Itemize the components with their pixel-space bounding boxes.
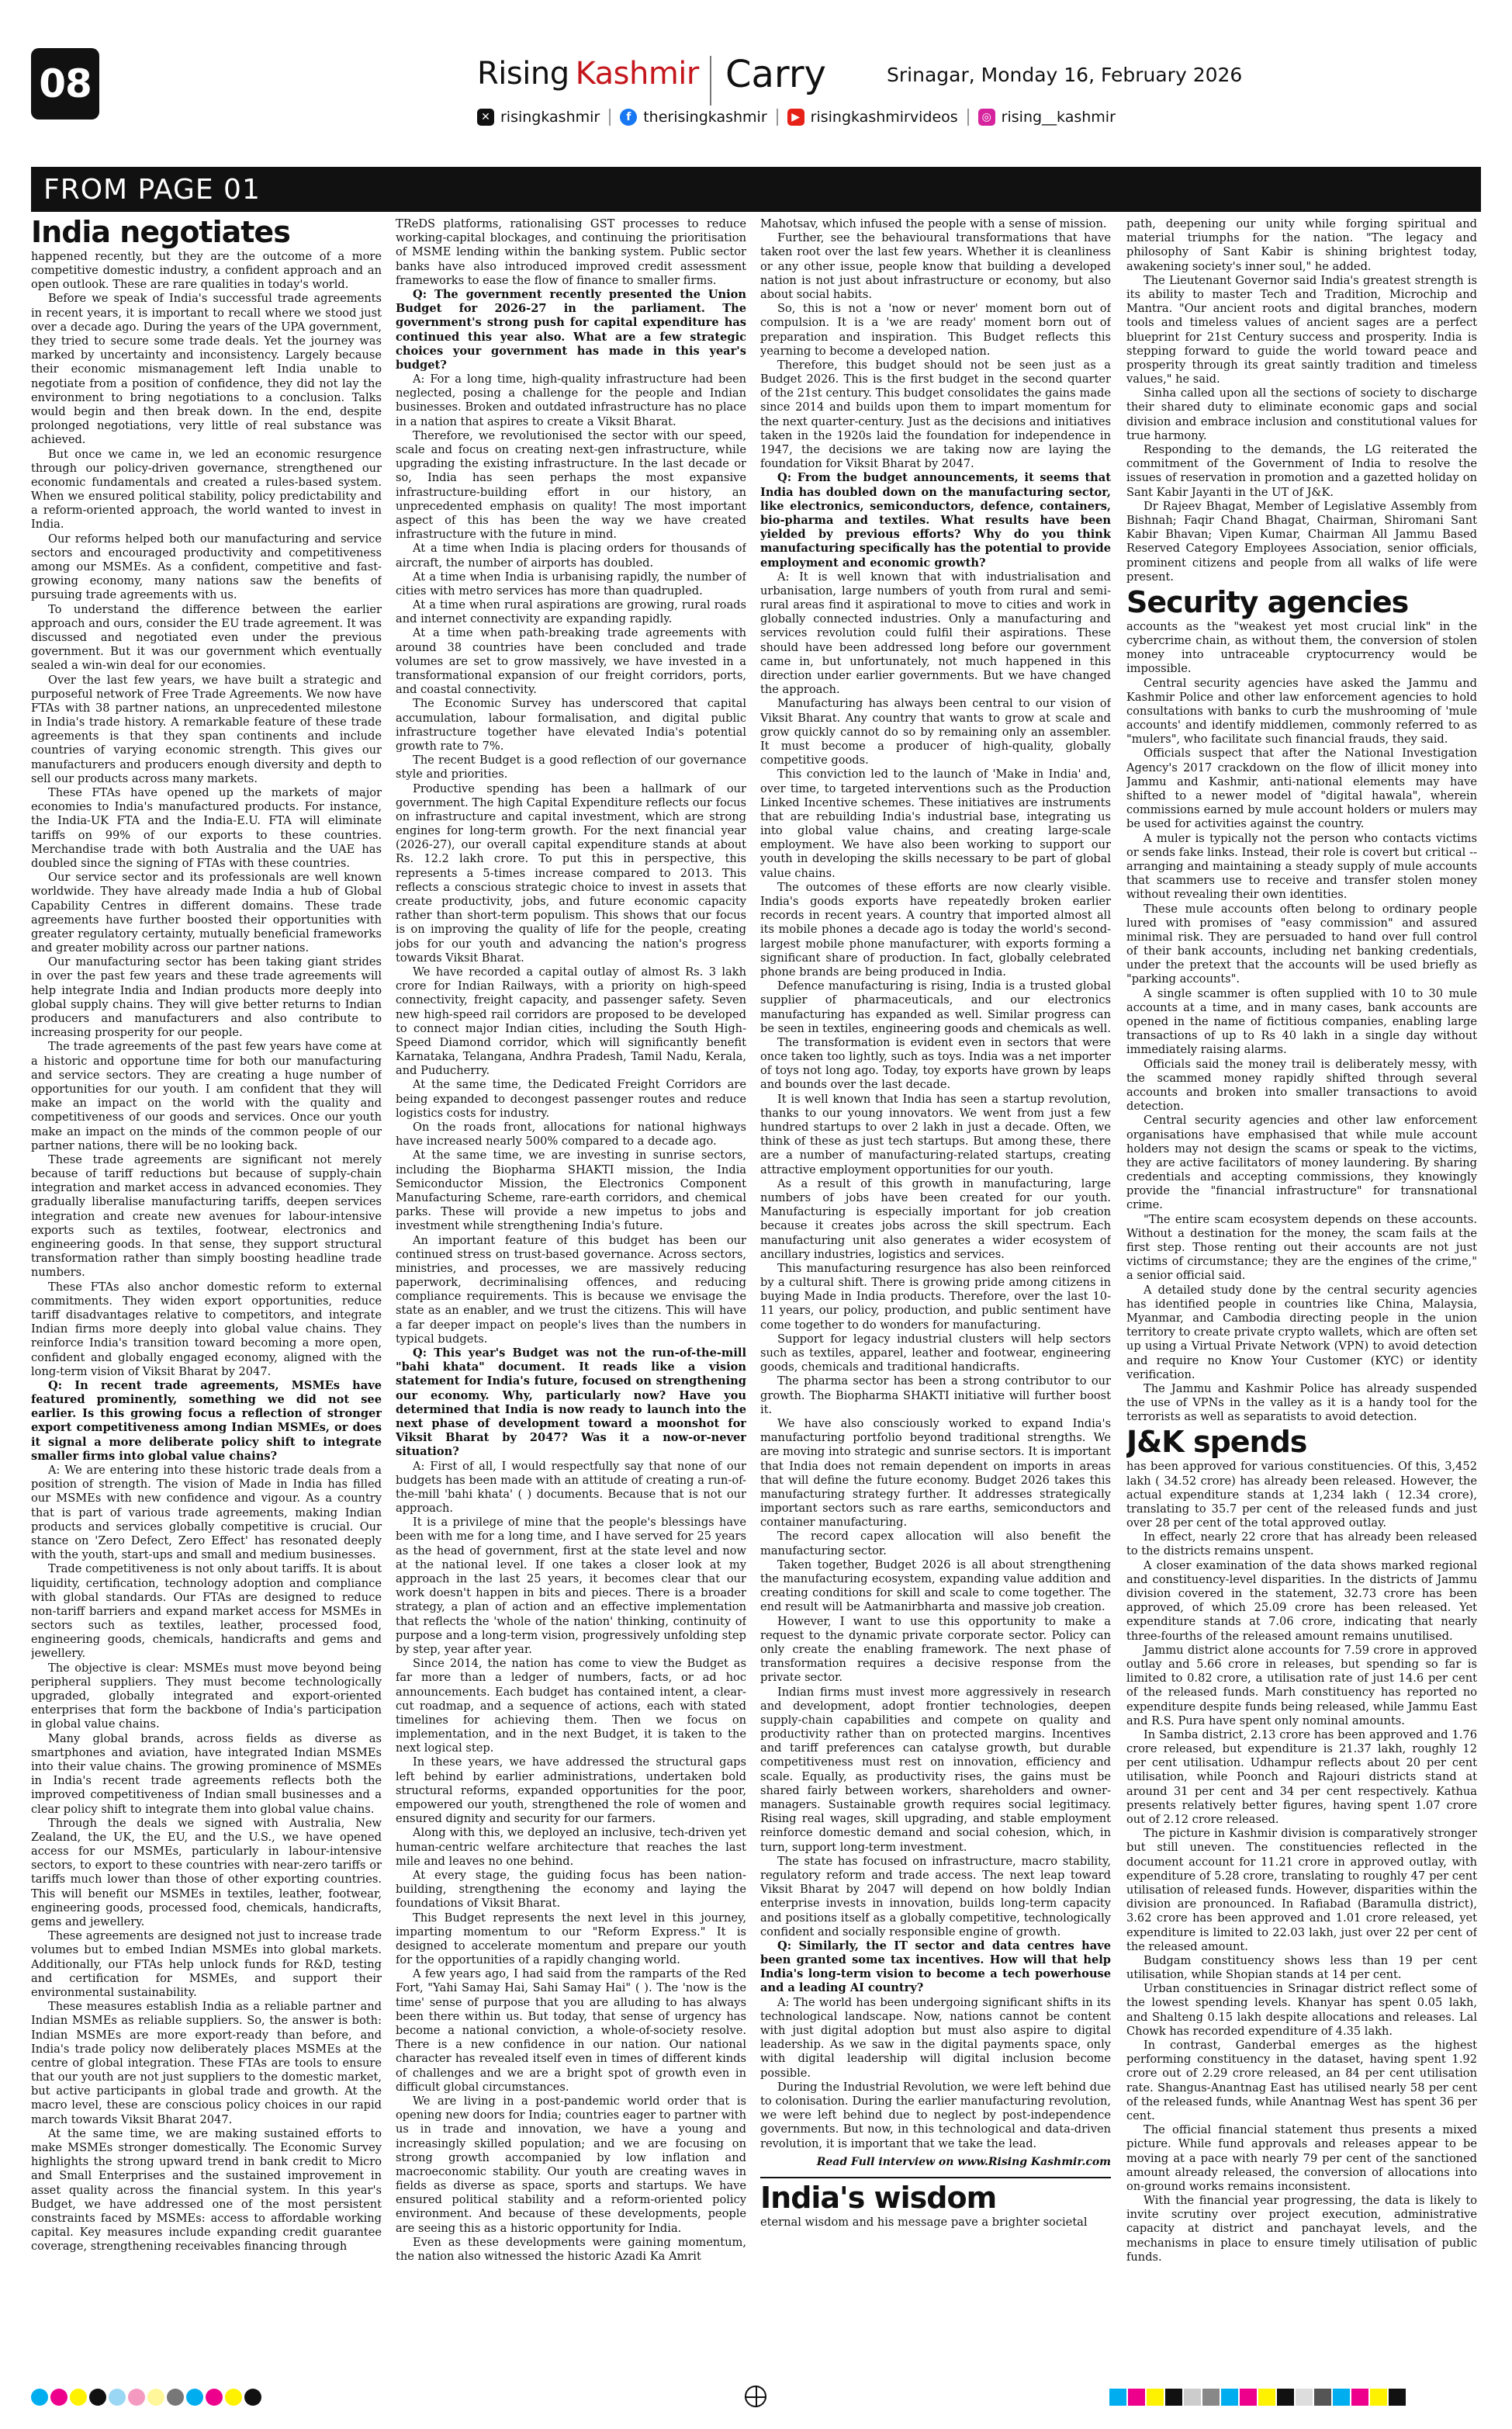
article-paragraph: Mahotsav, which infused the people with a sense of mission. [760, 217, 1107, 230]
color-swatch [1370, 2389, 1387, 2406]
article-paragraph: This Budget represents the next level in this journey, imparting momentum to our "Reform Express." It is designed to accelerate momentum and prepare our youth for the opportunities of a rapidly changing world. [396, 1911, 746, 1967]
article-paragraph: But once we came in, we led an economic resurgence through our policy-driven governance, strengthened our economic fundamentals and created a rules-based system. When we ensured political stability, policy predictability and a reform-oriented approach, the world wanted to invest in India. [31, 447, 382, 532]
article-paragraph: At every stage, the guiding focus has been nation-building, strengthening the economy and laying the foundations of Viksit Bharat. [396, 1868, 746, 1911]
social-divider [777, 109, 778, 126]
article-paragraph: Support for legacy industrial clusters will help sectors such as textiles, apparel, leather and footwear, engineering goods, chemicals and traditional handicrafts. [760, 1332, 1111, 1374]
interview-question: Q: The government recently presented the Union Budget for 2026-27 in the parliament. The government's strong push for capital expenditure has continued this year also. What are a few strategic choices your government has made in this year's budget? [396, 287, 746, 372]
article-paragraph: Since 2014, the nation has come to view the Budget as far more than a ledger of numbers, facts, or ad hoc announcements. Each budget has contained intent, a clear-cut roadmap, and a sequence of actions, each with stated timelines for achieving them. Then we focus on implementation, and in the next Budget, it is taken to the next logical step. [396, 1657, 746, 1755]
registration-dot [109, 2389, 126, 2406]
article-paragraph: Productive spending has been a hallmark of our government. The high Capital Expenditure reflects our focus on infrastructure and capital investment, which are strong engines for long-term growth. For the next financial year (2026-27), our overall capital expenditure stands at about Rs. 12.2 lakh crore. To put this in perspective, this represents a 5-times increase compared to 2013. This reflects a conscious strategic choice to invest in assets that create productivity, jobs, and future economic capacity rather than short-term populism. This shows that our focus is on improving the quality of life for the people, creating jobs for our youth and advancing the nation's progress towards Viksit Bharat. [396, 781, 746, 965]
color-swatch [1333, 2389, 1350, 2406]
read-more-link[interactable]: Read Full interview on www.Rising Kashmir.com [816, 2155, 1111, 2168]
article-paragraph: Central security agencies and other law enforcement organisations have emphasised that while mule account holders may not design the scams or speak to the victims, they are active facilitators of money laundering. By sharing credentials and accepting commissions, they knowingly provide the "financial infrastructure" for transnational crime. [1126, 1114, 1477, 1212]
color-swatch [1184, 2389, 1201, 2406]
article-paragraph: These agreements are designed not just to increase trade volumes but to embed Indian MSMEs into global markets. Additionally, our FTAs help unlock funds for R&D, testing and certification for MSMEs, and support their environmental sustainability. [31, 1929, 382, 1999]
color-swatch [1240, 2389, 1257, 2406]
brand-rising: Rising [477, 56, 569, 92]
article-paragraph: In effect, nearly 22 crore that has already been released to the districts remains unspent. [1126, 1530, 1477, 1558]
article-paragraph: The recent Budget is a good reflection of our governance style and priorities. [396, 754, 746, 781]
article-body [760, 1996, 1111, 2151]
article-paragraph: Indian firms must invest more aggressively in research and development, adopt frontier technologies, deepen supply-chain capabilities and compete on quality and productivity rather than on protected margins. Incentives and tariff preferences can catalyse growth, but durable competitiveness must rest on innovation, efficiency and scale. Equally, as productivity rises, the gains must be shared fairly between workers, shareholders and owner-managers. Sustainable growth requires social legitimacy. Rising real wages, skill upgrading, and stable employment reinforce domestic demand and social cohesion, which, in turn, support long-term investment. [760, 1685, 1111, 1854]
article-paragraph: Our manufacturing sector has been taking giant strides in over the past few years and these trade agreements will help integrate India and Indian products more deeply into global supply chains. They will give better returns to Indian producers and manufacturers and also contribute to increasing prosperity for our people. [31, 955, 382, 1040]
article-paragraph: A muler is typically not the person who contacts victims or sends fake links. Instead, their role is covert but critical -- arranging and maintaining a steady supply of mule accounts that scammers use to receive and transfer stolen money without revealing their own identities. [1126, 831, 1477, 902]
article-paragraph: Further, see the behavioural transformations that have taken root over the last few years. Whether it is cleanliness or any other issue, people know that building a developed nation is not just about infrastructure or economy, but also about social habits. [760, 231, 1111, 301]
registration-dot [186, 2389, 203, 2406]
article-paragraph: Our reforms helped both our manufacturing and service sectors and encouraged productivity and competitiveness among our MSMEs. As a confident, competitive and fast-growing economy, many nations saw the benefits of pursuing trade agreements with us. [31, 532, 382, 602]
article-body [1126, 1460, 1477, 2264]
youtube-icon: ▶ [787, 109, 804, 126]
social-handle: risingkashmirvideos [810, 109, 958, 126]
registration-dot [147, 2389, 164, 2406]
color-swatch [1277, 2389, 1294, 2406]
article-paragraph: A: We are entering into these historic trade deals from a position of strength. The vision of Made in India has filled our MSMEs with new confidence and vigour. As a country that is part of various trade agreements, making Indian products and services globally competitive is crucial. Our stance on 'Zero Defect, Zero Effect' has resonated deeply with the youth, start-ups and small and medium businesses. [31, 1464, 382, 1562]
article-paragraph: The state has focused on infrastructure, macro stability, regulatory reform and trade access. The next leap toward Viksit Bharat by 2047 will depend on how boldly Indian enterprise invests in innovation, builds long-term capacity and positions itself as a globally competitive, technologically confident and socially responsible engine of growth. [760, 1854, 1111, 1939]
article-paragraph: Jammu district alone accounts for 7.59 crore in approved outlay and 5.66 crore in releases, but spending so far is limited to 0.82 crore, a utilisation rate of just 14.6 per cent of the released funds. Marh constituency has reported no expenditure despite funds being released, while Jammu East and R.S. Pura have spent only nominal amounts. [1126, 1643, 1477, 1727]
article-body [760, 2216, 1111, 2230]
social-divider [609, 109, 611, 126]
column-3 [760, 217, 1111, 2382]
article-paragraph: The picture in Kashmir division is comparatively stronger but still uneven. The constituencies reflected in the document account for 11.21 crore in approved outlay, with expenditure of 5.28 crore, translating to roughly 47 per cent utilisation of released funds. However, disparities within the division are pronounced. In Rafiabad (Baramulla district), 3.62 crore has been approved and 1.01 crore released, yet expenditure is limited to 22.03 lakh, just over 22 per cent of the released amount. [1126, 1827, 1477, 1953]
social-instagram[interactable] [978, 109, 1116, 126]
article-paragraph: As a result of this growth in manufacturing, large numbers of jobs have been created for our youth. Manufacturing is especially important for job creation because it creates jobs across the skill spectrum. Each manufacturing unit also generates a wider ecosystem of ancillary industries, logistics and services. [760, 1176, 1111, 1261]
article-paragraph: So, this is not a 'now or never' moment born out of compulsion. It is a 'we are ready' moment born out of preparation and inspiration. This Budget reflects this yearning to become a developed nation. [760, 302, 1111, 358]
social-handles [477, 106, 1116, 129]
article-body [396, 1460, 746, 2264]
color-swatch [1296, 2389, 1313, 2406]
article-paragraph: This manufacturing resurgence has also been reinforced by a cultural shift. There is growing pride among citizens in buying Made in India products. Therefore, over the last 10-11 years, our policy, production, and public sentiment have come together to do wonders for manufacturing. [760, 1261, 1111, 1332]
article-paragraph: At the same time, we are investing in sunrise sectors, including the Biopharma SHAKTI mission, the India Semiconductor Mission, the Electronics Component Manufacturing Scheme, rare-earth corridors, and chemical parks. These will provide a new impetus to jobs and investment while strengthening India's future. [396, 1149, 746, 1233]
article-paragraph: It is well known that India has seen a startup revolution, thanks to our young innovators. We went from just a few hundred startups to over 2 lakh in just a decade. Often, we think of these as just tech startups. But among these, there are a number of manufacturing-related startups, creating attractive employment opportunities for our youth. [760, 1092, 1111, 1176]
registration-dot [89, 2389, 106, 2406]
article-paragraph: A: The world has been undergoing significant shifts in its technological landscape. Now, nations cannot be content with just digital adoption but must also aspire to digital leadership. As we saw in the digital payments space, only with digital leadership will digital inclusion become possible. [760, 1995, 1111, 2080]
headline-jk-spends: J&K spends [1126, 1425, 1307, 1460]
article-paragraph: It is a privilege of mine that the people's blessings have been with me for a long time, and I have served for 25 years as the head of government, first at the state level and now at the national level. If one takes a closer look at my approach in the last 25 years, it becomes clear that our work doesn't happen in bits and pieces. There is a broader strategy, a plan of action and an effective implementation that reflects the 'whole of the nation' thinking, continuity of purpose and a long-term vision, progressively unfolding step by step, year after year. [396, 1516, 746, 1656]
article-paragraph: The official financial statement thus presents a mixed picture. While fund approvals and releases appear to be moving at a pace with nearly 79 per cent of the sanctioned amount already released, the conversion of allocations into on-ground works remains inconsistent. [1126, 2123, 1477, 2193]
print-color-bar-right [1109, 2387, 1407, 2407]
article-body [760, 217, 1111, 471]
article-body [31, 250, 382, 1379]
dateline: Srinagar, Monday 16, February 2026 [887, 64, 1243, 86]
article-paragraph: The pharma sector has been a strong contributor to our growth. The Biopharma SHAKTI initiative will further boost it. [760, 1374, 1111, 1416]
article-paragraph: Officials said the money trail is deliberately messy, with the scammed money rapidly shifted through several accounts and broken into smaller transactions to avoid detection. [1126, 1057, 1477, 1114]
article-paragraph: The Jammu and Kashmir Police has already suspended the use of VPNs in the valley as it is a handy tool for the terrorists as well as separatists to avoid detection. [1126, 1381, 1477, 1424]
article-paragraph: The Lieutenant Governor said India's greatest strength is its ability to master Tech and Tradition, Microchip and Mantra. "Our ancient roots and digital branches, modern tools and timeless values of ancient sages are a perfect blueprint for 21st Century success and prosperity. India is stepping forward to guide the world toward peace and prosperity through its great saintly tradition and timeless values," he said. [1126, 273, 1477, 386]
color-swatch [1258, 2389, 1275, 2406]
article-body [760, 570, 1111, 1939]
registration-dot [225, 2389, 242, 2406]
article-paragraph: The trade agreements of the past few years have come at a historic and opportune time for both our manufacturing and service sectors. They are creating a huge number of opportunities for our youth. I am confident that they will make an impact on the world with the quality and competitiveness of our goods and services. Once our youth make an impact on the minds of the common people of our partner nations, there will be no looking back. [31, 1040, 382, 1152]
registration-dot [50, 2389, 67, 2406]
article-paragraph: An important feature of this budget has been our continued stress on trust-based governance. Across sectors, ministries, and processes, we are massively reducing paperwork, decriminalising offences, and reducing compliance requirements. This is because we envisage the state as an enabler, and we trust the citizens. This will have a far deeper impact on people's lives than the numbers in typical budgets. [396, 1233, 746, 1346]
article-paragraph: We are living in a post-pandemic world order that is opening new doors for India; countries eager to partner with us in trade and innovation, we have a young and increasingly skilled population; and we are focusing on strong growth accompanied by low inflation and macroeconomic stability. Our youth are creating waves in fields as diverse as space, sports and startups. We have ensured political stability and a reform-oriented policy environment. And because of these developments, people are seeing this as a historic opportunity for India. [396, 2094, 746, 2235]
x-icon: ✕ [477, 109, 494, 126]
article-paragraph: A detailed study done by the central security agencies has identified people in countries like China, Malaysia, Myanmar, and Cambodia directing people in the union territory to create private crypto wallets, which are often set up using a Virtual Private Network (VPN) to avoid detection and require no Know Your Customer (KYC) or identity verification. [1126, 1283, 1477, 1381]
article-paragraph: accounts as the "weakest yet most crucial link" in the cybercrime chain, as without them, the conversion of stolen money into untraceable cryptocurrency would be impossible. [1126, 619, 1477, 676]
article-paragraph: has been approved for various constituencies. Of this, 3,452 lakh ( 34.52 crore) has already been released. However, the actual expenditure stands at 1,234 lakh ( 12.34 crore), translating to 35.7 per cent of the released funds and just over 28 per cent of the total approved outlay. [1126, 1460, 1477, 1530]
social-handle: risingkashmir [500, 109, 600, 126]
column-1 [31, 217, 382, 2382]
article-paragraph: Officials suspect that after the National Investigation Agency's 2017 crackdown on the flow of illicit money into Jammu and Kashmir, anti-national elements may have shifted to a newer model of "digital hawala", wherein commissions earned by mule account holders or mulers may be used for activities against the country. [1126, 747, 1477, 831]
interview-question: Q: Similarly, the IT sector and data centres have been granted some tax incentives. How will that help India's long-term vision to become a tech powerhouse and a leading AI country? [760, 1939, 1111, 1995]
article-paragraph: On the roads front, allocations for national highways have increased nearly 500% compared to a decade ago. [396, 1121, 746, 1149]
article-divider [760, 2177, 1111, 2178]
article-paragraph: With the financial year progressing, the data is likely to invite scrutiny over project execution, administrative capacity at district and panchayat levels, and the mechanisms in place to ensure timely utilisation of public funds. [1126, 2194, 1477, 2264]
facebook-icon: f [620, 109, 637, 126]
headline-india-negotiates: India negotiates [31, 217, 290, 249]
article-paragraph: These FTAs also anchor domestic reform to external commitments. They widen export opportunities, reduce tariff disadvantages relative to competitors, and integrate Indian firms more deeply into global value chains. They reinforce India's transition toward becoming a more open, confident and globally engaged economy, aligned with the long-term vision of Viksit Bharat by 2047. [31, 1280, 382, 1378]
social-x[interactable] [477, 109, 620, 126]
registration-dot [167, 2389, 184, 2406]
article-paragraph: TReDS platforms, rationalising GST processes to reduce working-capital blockages, and continuing the prioritisation of MSME lending within the banking system. Public sector banks have also introduced improved credit assessment frameworks to ease the flow of finance to smaller firms. [396, 217, 746, 287]
brand-logo[interactable] [477, 56, 699, 92]
article-paragraph: Before we speak of India's successful trade agreements in recent years, it is important to recall where we stood just over a decade ago. During the years of the UPA government, they tried to secure some trade deals. Yet the journey was marked by uncertainty and inconsistency. Largely because their economic mismanagement left India unable to negotiate from a position of confidence, they did not lay the environment to bring negotiations to a conclusion. Talks would begin and then break down. In the end, despite prolonged negotiations, very little of real substance was achieved. [31, 292, 382, 447]
article-body [1126, 217, 1477, 584]
article-paragraph: Central security agencies have asked the Jammu and Kashmir Police and other law enforcement agencies to hold consultations with banks to curb the mushrooming of 'mule accounts' and identify middlemen, commonly referred to as "mulers", who facilitate such financial frauds, they said. [1126, 676, 1477, 747]
social-facebook[interactable] [620, 109, 787, 126]
article-body [1126, 620, 1477, 1425]
article-paragraph: These mule accounts often belong to ordinary people lured with promises of "easy commission" and assured minimal risk. They are persuaded to hand over full control of their bank accounts, including net banking credentials, under the pretext that the accounts will be used briefly as "parking accounts". [1126, 902, 1477, 986]
column-4 [1126, 217, 1477, 2382]
registration-dot [128, 2389, 145, 2406]
article-paragraph: A: It is well known that with industrialisation and urbanisation, large numbers of youth from rural and semi-rural areas find it aspirational to move to cities and work in globally connected industries. Only a manufacturing and services revolution could fulfil their aspirations. These should have been addressed long before our government came in, but unfortunately, not much happened in this direction under earlier governments. But we have changed the approach. [760, 570, 1111, 697]
article-paragraph: A closer examination of the data shows marked regional and constituency-level disparities. In the districts of Jammu division covered in the statement, 32.73 crore has been approved, of which 25.09 crore has been released. Yet expenditure stands at 7.06 crore, indicating that nearly three-fourths of the released amount remains unutilised. [1126, 1558, 1477, 1643]
article-paragraph: The outcomes of these efforts are now clearly visible. India's goods exports have repeatedly broken earlier records in recent years. A country that imported almost all its mobile phones a decade ago is today the world's second-largest mobile phone manufacturer, with exports forming a significant share of production. In fact, globally celebrated phone brands are being produced in India. [760, 880, 1111, 979]
social-divider [967, 109, 969, 126]
article-paragraph: Defence manufacturing is rising, India is a trusted global supplier of pharmaceuticals, and our electronics manufacturing has expanded as well. Similar progress can be seen in textiles, engineering goods and chemicals as well. [760, 979, 1111, 1035]
color-swatch [1389, 2389, 1406, 2406]
article-paragraph: This conviction led to the launch of 'Make in India' and, over time, to targeted interventions such as the Production Linked Incentive schemes. These initiatives are instruments that are rebuilding India's industrial base, integrating us into global value chains, and creating large-scale employment. We have also been working to support our youth in developing the skills necessary to be part of global value chains. [760, 768, 1111, 880]
article-paragraph: During the Industrial Revolution, we were left behind due to colonisation. During the earlier manufacturing revolution, we were left behind due to neglect by post-independence governments. But now, in this technological and data-driven revolution, it is important that we take the lead. [760, 2080, 1111, 2150]
article-paragraph: At the same time, the Dedicated Freight Corridors are being expanded to decongest passenger routes and reduce logistics costs for industry. [396, 1078, 746, 1120]
article-paragraph: We have recorded a capital outlay of almost Rs. 3 lakh crore for Indian Railways, with a priority on high-speed connectivity, freight capacity, and passenger safety. Seven new high-speed rail corridors are proposed to be developed to connect major Indian cities, including the South High-Speed Diamond corridor, which will significantly benefit Karnataka, Telangana, Andhra Pradesh, Tamil Nadu, Kerala, and Puducherry. [396, 965, 746, 1078]
color-swatch [1109, 2389, 1126, 2406]
article-paragraph: Along with this, we deployed an inclusive, tech-driven yet human-centric welfare architecture that reaches the last mile and leaves no one behind. [396, 1826, 746, 1868]
article-paragraph: Budgam constituency shows less than 19 per cent utilisation, while Shopian stands at 14 per cent. [1126, 1953, 1477, 1982]
masthead [0, 0, 1512, 147]
social-handle: rising__kashmir [1001, 109, 1116, 126]
color-swatch [1351, 2389, 1368, 2406]
article-paragraph: A: First of all, I would respectfully say that none of our budgets has been made with an attitude of creating a run-of-the-mill 'bahi khata' ( ) documents. Because that is not our approach. [396, 1459, 746, 1516]
instagram-icon: ◎ [978, 109, 995, 126]
color-swatch [1128, 2389, 1145, 2406]
article-paragraph: However, I want to use this opportunity to make a request to the dynamic private corporate sector. Policy can only create the enabling framework. The next phase of transformation requires a decisive response from the private sector. [760, 1614, 1111, 1685]
article-paragraph: At a time when path-breaking trade agreements with around 38 countries have been concluded and trade volumes are set to grow massively, we have invested in a transformational expansion of our freight corridors, ports, and coastal connectivity. [396, 626, 746, 697]
article-paragraph: These trade agreements are significant not merely because of tariff reductions but because of supply-chain integration and market access in advanced economies. They gradually liberalise manufacturing tariffs, deepen services integration and create new avenues for labour-intensive exports such as textiles, footwear, electronics and engineering goods. In that sense, they support structural transformation rather than simply boosting headline trade numbers. [31, 1152, 382, 1280]
article-paragraph: Therefore, this budget should not be seen just as a Budget 2026. This is the first budget in the second quarter of the 21st century. This budget consolidates the gains made since 2014 and builds upon them to impart momentum for the next quarter-century. Just as the decisions and initiatives taken in the 1920s laid the foundation for independence in 1947, the decisions we are taking now are laying the foundation for Viksit Bharat by 2047. [760, 358, 1111, 471]
article-paragraph: eternal wisdom and his message pave a brighter societal [760, 2216, 1088, 2230]
color-swatch [1221, 2389, 1238, 2406]
article-paragraph: At a time when rural aspirations are growing, rural roads and internet connectivity are expanding rapidly. [396, 598, 746, 626]
article-paragraph: In Samba district, 2.13 crore has been approved and 1.76 crore released, but expenditure is 21.37 lakh, roughly 12 per cent utilisation. Udhampur reflects about 20 per cent utilisation, while Poonch and Rajouri districts stand at around 31 per cent and 34 per cent respectively. Kathua presents relatively better figures, having spent 1.07 crore out of 2.12 crore released. [1126, 1727, 1477, 1827]
article-paragraph: Therefore, we revolutionised the sector with our speed, scale and focus on creating next-gen infrastructure, while upgrading the existing infrastructure. In the last decade or so, India has seen perhaps the most expansive infrastructure-building effort in our history, an unprecedented emphasis on quality! The most important aspect of this has been the way we have created infrastructure with the future in mind. [396, 428, 746, 542]
article-paragraph: At the same time, we are making sustained efforts to make MSMEs stronger domestically. The Economic Survey highlights the strong upward trend in bank credit to Micro and Small Enterprises and the sustained improvement in asset quality across the financial system. In this year's Budget, we have addressed one of the most persistent constraints faced by MSMEs: access to affordable working capital. Key measures include expanding credit guarantee coverage, strengthening receivables financing through [31, 2126, 382, 2254]
article-paragraph: We have also consciously worked to expand India's manufacturing portfolio beyond traditional strengths. We are moving into strategic and sunrise sectors. It is important that India does not remain dependent on imports in areas that will define the future economy. Budget 2026 takes this manufacturing strategy further. It addresses strategically important sectors such as rare earths, semiconductors and container manufacturing. [760, 1416, 1111, 1530]
color-swatch [1147, 2389, 1164, 2406]
article-paragraph: Sinha called upon all the sections of society to discharge their shared duty to eliminate economic gaps and social division and embrace inclusion and constitutional values for true harmony. [1126, 386, 1477, 442]
article-paragraph: Trade competitiveness is not only about tariffs. It is about liquidity, certification, technology adoption and compliance with global standards. Our FTAs are designed to reduce non-tariff barriers and expand market access for MSMEs in sectors such as textiles, leather, processed food, engineering goods, chemicals, handicrafts and gems and jewellery. [31, 1562, 382, 1661]
page-number: 08 [31, 48, 99, 120]
masthead-divider [710, 56, 711, 106]
article-paragraph: In these years, we have addressed the structural gaps left behind by earlier administrations, undertaken bold structural reforms, expanded opportunities for the poor, empowered our youth, strengthened the role of women and ensured dignity and security for our farmers. [396, 1755, 746, 1826]
registration-dot [31, 2389, 48, 2406]
registration-dot [244, 2389, 261, 2406]
headline-security-agencies: Security agencies [1126, 584, 1409, 619]
article-body [31, 1464, 382, 2254]
color-swatch [1202, 2389, 1220, 2406]
color-swatch [1314, 2389, 1331, 2406]
registration-dot [70, 2389, 87, 2406]
article-paragraph: In contrast, Ganderbal emerges as the highest performing constituency in the dataset, having spent 1.92 crore out of 2.29 crore released, an 84 per cent utilisation rate. Shangus-Anantnag East has utilised nearly 58 per cent of the released funds, while Anantnag West has spent 36 per cent. [1126, 2039, 1477, 2122]
article-paragraph: A few years ago, I had said from the ramparts of the Red Fort, "Yahi Samay Hai, Sahi Samay Hai" ( ). The 'now is the time' sense of purpose that you are alluding to has always been there within us. But today, that sense of urgency has become a national conviction, a whole-of-society resolve. There is a new confidence in our nation. Our national character has revealed itself even in times of different kinds of challenges and we are a bright spot of growth even in difficult global circumstances. [396, 1967, 746, 2094]
interview-question: Q: From the budget announcements, it seems that India has doubled down on the manufacturing sector, like electronics, semiconductors, defence, containers, bio-pharma and textiles. What results have been yielded by previous efforts? Why do you think manufacturing specifically has the potential to provide employment and economic growth? [760, 471, 1111, 570]
article-paragraph: Our service sector and its professionals are well known worldwide. They have already made India a hub of Global Capability Centres in different domains. These trade agreements have further boosted their opportunities with greater regulatory certainty, mutually beneficial frameworks and greater mobility across our partner nations. [31, 871, 382, 955]
article-paragraph: path, deepening our unity while forging spiritual and material triumphs for the nation. "The legacy and philosophy of Sant Kabir is shining brightest today, awakening society's inner soul," he added. [1126, 217, 1477, 273]
article-paragraph: These measures establish India as a reliable partner and Indian MSMEs as reliable suppliers. So, the answer is both: Indian MSMEs are more export-ready than before, and India's trade policy now deliberately places MSMEs at the centre of global integration. These FTAs are tools to ensure that our youth are not just suppliers to the domestic market, but active participants in global trade and growth. At the macro level, these are conscious policy choices in our rapid march towards Viksit Bharat 2047. [31, 2000, 382, 2126]
article-paragraph: Manufacturing has always been central to our vision of Viksit Bharat. Any country that wants to grow at scale and grow quickly cannot do so by remaining only an assembler. It must become a producer of high-quality, globally competitive goods. [760, 697, 1111, 768]
registration-mark [745, 2386, 766, 2407]
registration-dot [206, 2389, 223, 2406]
headline-indias-wisdom: India's wisdom [760, 2181, 997, 2216]
article-paragraph: The transformation is evident even in sectors that were once taken too lightly, such as toys. India was a net importer of toys not long ago. Today, toy exports have grown by leaps and bounds over the last decade. [760, 1035, 1111, 1092]
interview-question: Q: In recent trade agreements, MSMEs have featured prominently, something we did not see earlier. Is this growing focus a reflection of stronger export competitiveness among Indian MSMEs, or does it signal a more deliberate policy shift to integrate smaller firms into global value chains? [31, 1378, 382, 1463]
article-paragraph: A: For a long time, high-quality infrastructure had been neglected, posing a challenge for the people and Indian businesses. Broken and outdated infrastructure has no place in a nation that aspires to create a Viksit Bharat. [396, 372, 746, 428]
article-paragraph: The record capex allocation will also benefit the manufacturing sector. [760, 1530, 1111, 1558]
article-paragraph: happened recently, but they are the outcome of a more competitive domestic industry, a confident approach and an open outlook. These are rare qualities in today's world. [31, 249, 382, 292]
article-paragraph: "The entire scam ecosystem depends on these accounts. Without a destination for the money, the scam fails at the first step. Those renting out their accounts are not just victims of circumstance; they are the engines of the crime," a senior official said. [1126, 1212, 1477, 1283]
article-paragraph: The objective is clear: MSMEs must move beyond being peripheral suppliers. They must become technologically upgraded, globally integrated and export-oriented enterprises that form the backbone of India's participation in global value chains. [31, 1661, 382, 1731]
section-name: Carry [725, 53, 826, 96]
article-paragraph: Through the deals we signed with Australia, New Zealand, the UK, the EU, and the U.S., we have opened access for our MSMEs, particularly in labour-intensive sectors, to export to these countries with near-zero tariffs or tariffs much lower than those of other exporting countries. This will benefit our MSMEs in textiles, leather, footwear, engineering goods, processed food, chemicals, handicrafts, gems and jewellery. [31, 1816, 382, 1929]
interview-question: Q: This year's Budget was not the run-of-the-mill "bahi khata" document. It reads like a vision statement for India's future, focused on strengthening our economy. Why, particularly now? Have you determined that India is now ready to launch into the next phase of development toward a moonshot for Viksit Bharat by 2047? Was it a now-or-never situation? [396, 1346, 746, 1459]
article-paragraph: Even as these developments were gaining momentum, the nation also witnessed the historic Azadi Ka Amrit [396, 2235, 746, 2263]
article-body [396, 217, 746, 288]
article-paragraph: These FTAs have opened up the markets of major economies to India's manufactured products. For instance, the India-UK FTA and the India-E.U. FTA will eliminate tariffs on 99% of our exports to these countries. Merchandise trade with both Australia and the UAE has doubled since the signing of FTAs with these countries. [31, 786, 382, 870]
article-paragraph: Over the last few years, we have built a strategic and purposeful network of Free Trade Agreements. We now have FTAs with 38 partner nations, an unprecedented milestone in India's trade history. A remarkable feature of these trade agreements is that they span continents and include countries of varying economic strength. This gives our manufacturers and producers enough diversity and depth to sell our products across many markets. [31, 673, 382, 785]
social-handle: therisingkashmir [643, 109, 767, 126]
article-paragraph: The Economic Survey has underscored that capital accumulation, labour formalisation, and digital public infrastructure together have elevated India's potential growth rate to 7%. [396, 697, 746, 753]
article-paragraph: A single scammer is often supplied with 10 to 30 mule accounts at a time, and in many cases, bank accounts are opened in the name of fictitious companies, enabling large transactions of up to Rs 40 lakh in a single day without immediately raising alarms. [1126, 986, 1477, 1057]
article-paragraph: Urban constituencies in Srinagar district reflect some of the lowest spending levels. Khanyar has spent 0.05 lakh, and Shalteng 0.15 lakh despite allocations and releases. Lal Chowk has recorded expenditure of 4.35 lakh. [1126, 1982, 1477, 2038]
social-youtube[interactable] [787, 109, 978, 126]
article-paragraph: Dr Rajeev Bhagat, Member of Legislative Assembly from Bishnah; Faqir Chand Bhagat, Chairman, Shiromani Sant Kabir Bhavan; Vipen Kumar, Chairman All Jammu Based Reserved Category Employees Association, senior officials, prominent citizens and people from all walks of life were present. [1126, 499, 1477, 584]
print-color-bar-left [31, 2387, 264, 2407]
article-paragraph: At a time when India is placing orders for thousands of aircraft, the number of airports has doubled. [396, 542, 746, 570]
article-body [396, 372, 746, 1346]
brand-kashmir: Kashmir [575, 56, 699, 92]
article-paragraph: Taken together, Budget 2026 is all about strengthening the manufacturing ecosystem, expanding value addition and creating conditions for skill and scale to come together. The end result will be Aatmanirbharta and massive job creation. [760, 1558, 1111, 1614]
article-paragraph: To understand the difference between the earlier approach and ours, consider the EU trade agreement. It was discussed and negotiated even under the previous government. But it was our government which eventually sealed a win-win deal for our economies. [31, 602, 382, 673]
section-banner: FROM PAGE 01 [31, 167, 1481, 212]
column-2 [396, 217, 746, 2382]
article-paragraph: At a time when India is urbanising rapidly, the number of cities with metro services has more than quadrupled. [396, 570, 746, 598]
article-paragraph: Responding to the demands, the LG reiterated the commitment of the Government of India to resolve the issues of reservation in promotion and a gazetted holiday on Sant Kabir Jayanti in the UT of J&K. [1126, 443, 1477, 499]
article-paragraph: Many global brands, across fields as diverse as smartphones and aviation, have integrated Indian MSMEs into their value chains. The growing prominence of MSMEs in India's recent trade agreements reflects both the improved competitiveness of Indian small businesses and a clear policy shift to integrate them into global value chains. [31, 1731, 382, 1816]
color-swatch [1165, 2389, 1182, 2406]
